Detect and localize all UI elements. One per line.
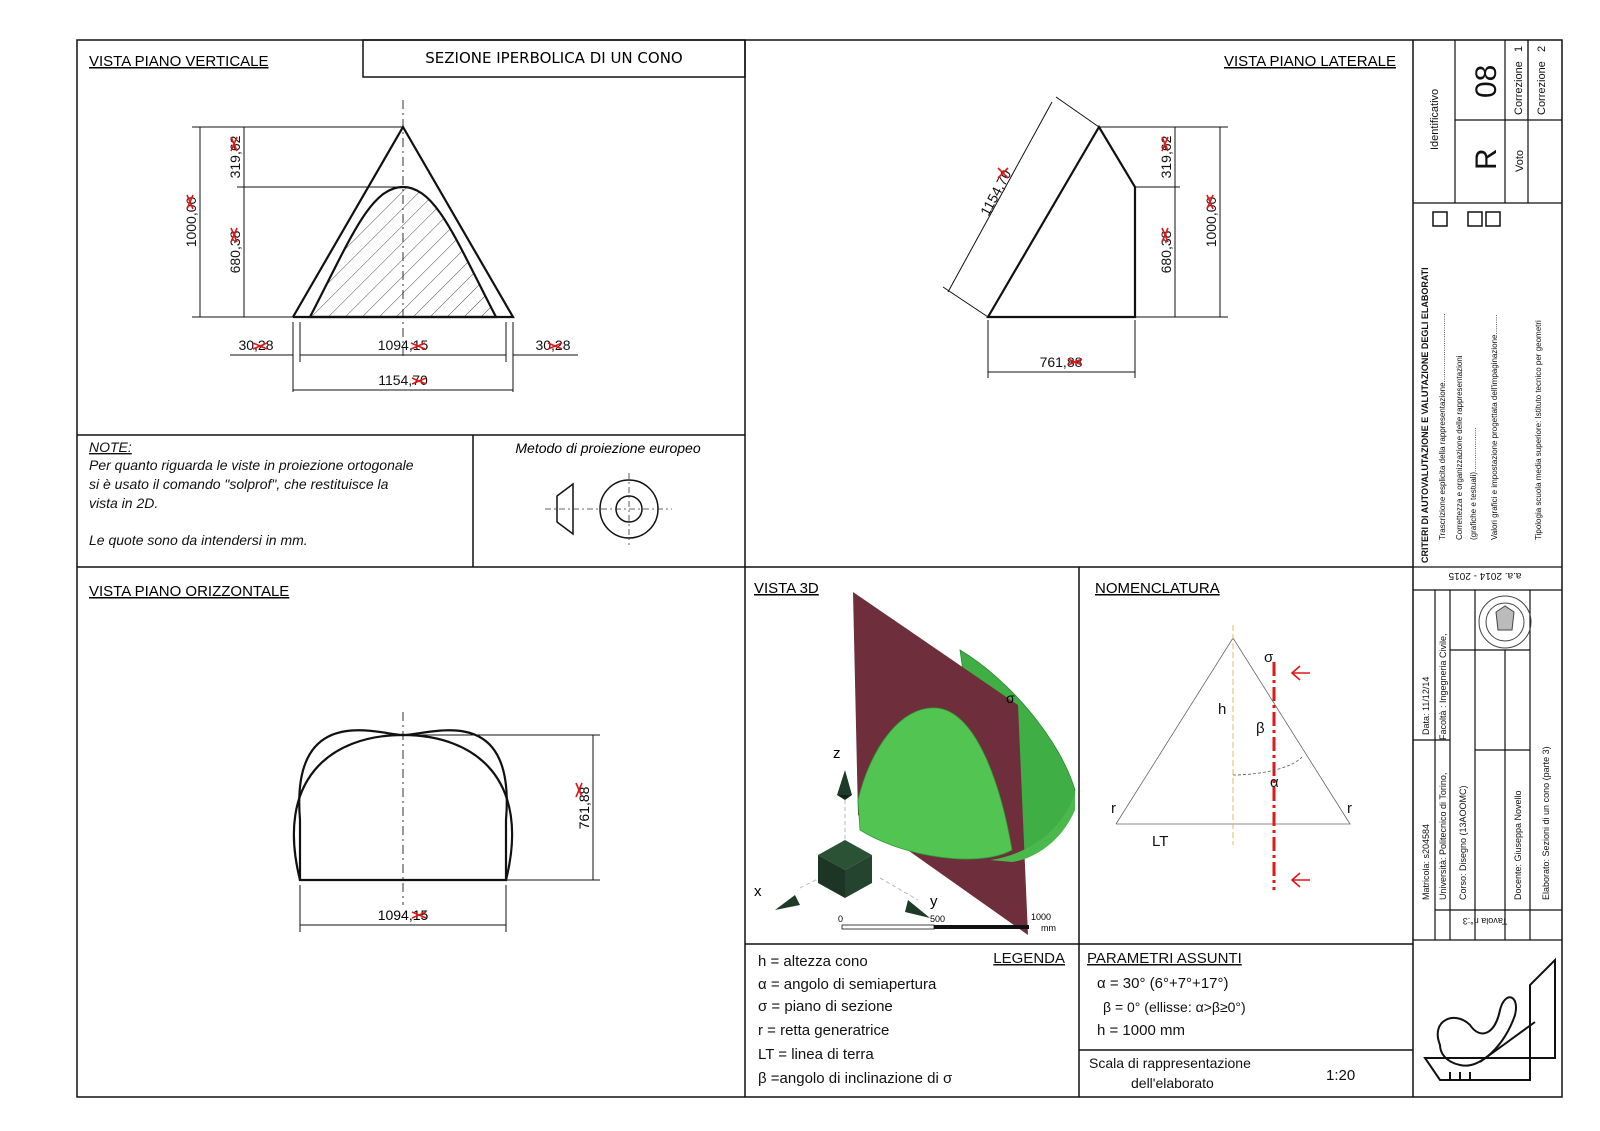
legend-label: LEGENDA (993, 950, 1065, 967)
dim-vert-top: 319,62 (227, 135, 243, 179)
axis-z-label: z (833, 745, 841, 762)
tb-universita: Università: Politecnico di Torino, (1438, 772, 1448, 900)
tb-correzione-1: Correzione (1513, 61, 1525, 115)
lateral-section-outline (988, 127, 1135, 317)
checkbox (1433, 212, 1447, 226)
nom-r-left: r (1111, 800, 1116, 817)
panel-label-lateral: VISTA PIANO LATERALE (1223, 53, 1396, 70)
projection-label: Metodo di proiezione europeo (515, 440, 701, 456)
axis-z-marker (837, 770, 852, 795)
sheet-frame (77, 40, 1562, 1097)
tb-criteria-title: CRITERI DI AUTOVALUTAZIONE E VALUTAZIONE DEGLI ELABORATI (1420, 267, 1430, 563)
tb-docente: Docente: Giuseppa Novello (1513, 790, 1523, 900)
tb-corso: Corso: Disegno (13AOOMC) (1458, 785, 1468, 900)
tb-elaborato: Elaborato: Sezioni di un cono (parte 3) (1541, 746, 1551, 900)
notes-line-2: si è usato il comando "solprof", che restituisce la (89, 476, 389, 492)
panel-3d-view (754, 580, 1075, 935)
param-beta: β = 0° (ellisse: α>β≥0°) (1103, 999, 1246, 1015)
tb-data: Data: 11/12/14 (1421, 676, 1431, 735)
legend-item: α = angolo di semiapertura (758, 976, 937, 993)
tb-correzione-2-num: 2 (1536, 45, 1548, 52)
scale-value: 1:20 (1326, 1067, 1356, 1084)
nom-r-right: r (1347, 800, 1352, 817)
panel-parameters (1087, 950, 1355, 1091)
nom-lt: LT (1152, 833, 1169, 850)
criteria-checkboxes (1433, 212, 1500, 226)
panel-label-horizontal: VISTA PIANO ORIZZONTALE (89, 583, 290, 600)
tb-code-number: 08 (1470, 64, 1503, 98)
school-logo (1425, 960, 1555, 1080)
university-seal (1479, 596, 1531, 648)
panel-horizontal-view (89, 583, 600, 932)
tb-voto: Voto (1514, 149, 1526, 172)
dim-lat-total: 1000,00 (1203, 196, 1219, 248)
dim-horiz-height: 761,88 (576, 786, 592, 830)
axis-x-marker (775, 895, 800, 910)
axis-y-marker (905, 900, 930, 918)
hyperbola-section (310, 187, 496, 317)
tb-criterion: Trascrizione esplicita della rappresentazione............................... (1438, 313, 1447, 540)
dim-lat-base: 761,88 (1039, 354, 1083, 370)
scale-label-1: Scala di rappresentazione (1089, 1055, 1251, 1071)
param-alpha: α = 30° (6°+7°+17°) (1097, 975, 1229, 992)
panel-nomenclature (1095, 580, 1352, 890)
parameters-label: PARAMETRI ASSUNTI (1087, 950, 1242, 967)
nom-h: h (1218, 701, 1227, 718)
legend-item: σ = piano di sezione (758, 998, 893, 1015)
panel-label-3d: VISTA 3D (754, 580, 819, 597)
param-h: h = 1000 mm (1097, 1022, 1185, 1039)
legend-item: β =angolo di inclinazione di σ (758, 1070, 953, 1087)
scale-unit: mm (1041, 923, 1056, 933)
panel-projection-method (515, 440, 700, 545)
scale-bar-white (842, 925, 934, 929)
tb-code-letter: R (1470, 148, 1503, 170)
panel-vertical-view (89, 49, 683, 392)
tb-criterion: Tipologia scuola media superiore: Istituto tecnico per geometri (1534, 320, 1543, 540)
scale-zero: 0 (838, 914, 844, 924)
tb-correzione-2: Correzione (1536, 61, 1548, 115)
notes-line-4: Le quote sono da intendersi in mm. (89, 532, 308, 548)
legend-item: LT = linea di terra (758, 1046, 874, 1063)
scale-label-2: dell'elaborato (1131, 1075, 1214, 1091)
tb-matricola: Matricola: s204584 (1421, 823, 1431, 900)
scale-end: 1000 (1031, 912, 1052, 922)
tb-criterion: Correttezza e organizzazione delle rappresentazioni (1455, 355, 1464, 540)
dim-lat-slant: 1154,70 (976, 167, 1015, 219)
dim-vert-total: 1000,00 (183, 196, 199, 248)
tb-criterion: (grafiche e testuali).................... (1469, 427, 1478, 540)
dim-vert-left: 30,28 (238, 337, 274, 353)
scale-bar-black (934, 925, 1029, 929)
checkbox (1468, 212, 1482, 226)
dim-vert-mid: 1094,15 (377, 337, 429, 353)
notes-line-3: vista in 2D. (89, 495, 159, 511)
dim-horiz-width: 1094,15 (377, 907, 429, 923)
axis-x-label: x (754, 883, 762, 900)
panel-lateral-view (943, 53, 1396, 378)
sheet-title: SEZIONE IPERBOLICA DI UN CONO (425, 49, 683, 67)
panel-notes (89, 439, 414, 548)
notes-label: NOTE: (89, 439, 132, 455)
plane-sigma: σ (1006, 690, 1015, 706)
dim-lat-top: 319,62 (1158, 135, 1174, 179)
legend-item: r = retta generatrice (758, 1022, 890, 1039)
legend-item: h = altezza cono (758, 953, 868, 970)
tb-academic-year: a.a. 2014 - 2015 (1448, 570, 1522, 581)
panel-label-vertical: VISTA PIANO VERTICALE (89, 53, 269, 70)
nom-beta: β (1256, 720, 1265, 737)
tb-identificativo: Identificativo (1429, 88, 1441, 150)
panel-legend (758, 950, 1065, 1087)
nom-sigma: σ (1264, 649, 1274, 666)
scale-mid: 500 (930, 914, 946, 924)
tb-correzione-1-num: 1 (1513, 45, 1525, 52)
panel-label-nomenclature: NOMENCLATURA (1095, 580, 1220, 597)
tb-criterion: Valori grafici e impostazione progettata dell'impaginazione......... (1490, 314, 1499, 540)
dim-lat-bottom: 680,38 (1158, 230, 1174, 274)
nom-alpha: α (1270, 774, 1279, 791)
tb-tavola: Tavola n°:3 (1462, 916, 1508, 926)
dim-vert-right: 30,28 (535, 337, 571, 353)
dim-vert-base: 1154,70 (378, 372, 428, 388)
notes-line-1: Per quanto riguarda le viste in proiezione ortogonale (89, 457, 414, 473)
tb-facolta: Facoltà : Ingegneria Civile, (1438, 633, 1448, 740)
title-block-text (1420, 46, 1551, 926)
axis-y-label: y (930, 893, 938, 910)
checkbox (1486, 212, 1500, 226)
dim-vert-bottom: 680,38 (227, 230, 243, 274)
